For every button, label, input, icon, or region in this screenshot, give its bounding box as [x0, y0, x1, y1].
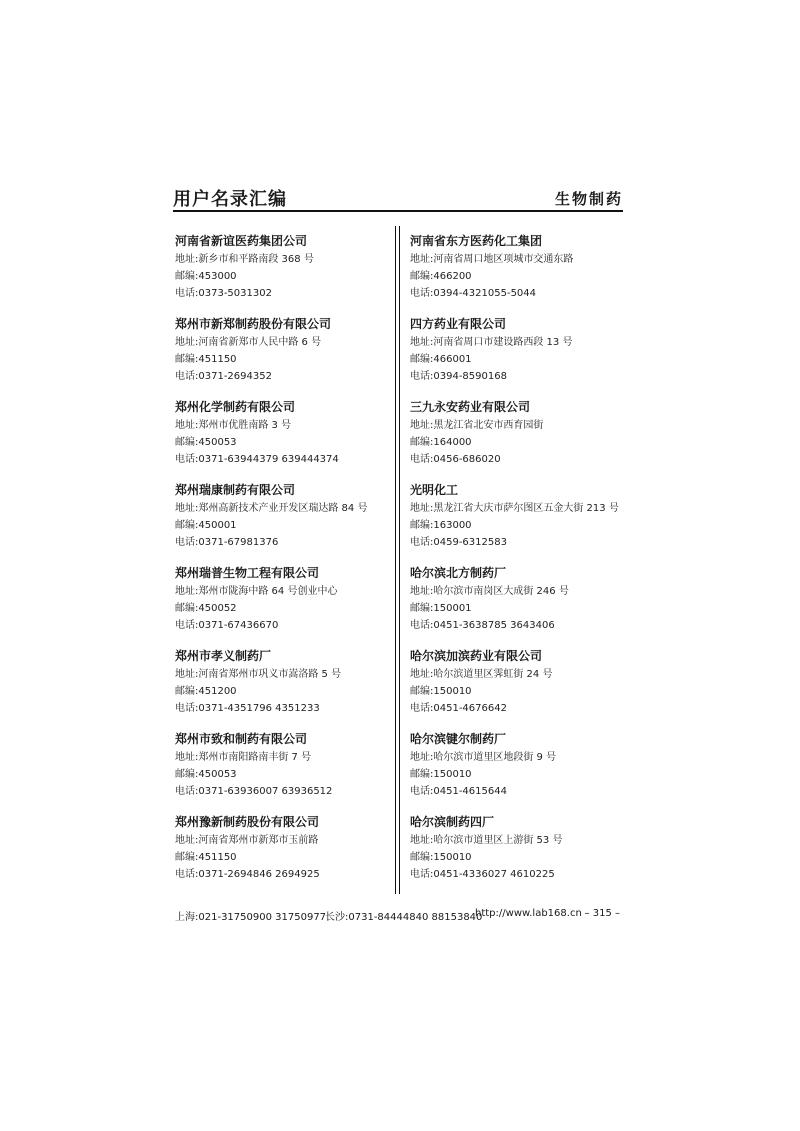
- company-address: 地址:新乡市和平路南段 368 号: [175, 254, 314, 265]
- company-entry: [175, 399, 380, 482]
- company-entry: [410, 814, 615, 897]
- company-name: 三九永安药业有限公司: [410, 400, 531, 414]
- company-address: 地址:河南省周口市建设路西段 13 号: [410, 337, 573, 348]
- company-phone: 电话:0371-2694352: [175, 371, 272, 382]
- company-name: 郑州市孝义制药厂: [175, 649, 272, 663]
- column-divider-line: [395, 226, 396, 894]
- page-title: 用户名录汇编: [173, 189, 287, 210]
- company-phone: 电话:0451-4676642: [410, 703, 507, 714]
- company-entry: [175, 731, 380, 814]
- right-column: [410, 233, 619, 897]
- company-phone: 电话:0456-686020: [410, 454, 501, 465]
- company-address: 地址:郑州市南阳路南丰街 7 号: [175, 752, 312, 763]
- column-divider-line: [399, 226, 400, 894]
- company-postcode: 邮编:163000: [410, 520, 472, 531]
- company-address: 地址:郑州高新技术产业开发区瑞达路 84 号: [175, 503, 368, 514]
- company-name: 河南省东方医药化工集团: [410, 234, 543, 248]
- company-entry: [410, 233, 615, 316]
- company-postcode: 邮编:150010: [410, 686, 472, 697]
- footer-changsha-contact: 长沙:0731-84444840 88153840: [325, 912, 483, 923]
- company-name: 郑州瑞康制药有限公司: [175, 483, 296, 497]
- company-phone: 电话:0451-3638785 3643406: [410, 620, 555, 631]
- page-number: – 315 –: [584, 908, 620, 919]
- company-postcode: 邮编:150010: [410, 852, 472, 863]
- company-postcode: 邮编:450053: [175, 437, 237, 448]
- company-phone: 电话:0371-67436670: [175, 620, 279, 631]
- company-address: 地址:黑龙江省大庆市萨尔图区五金大街 213 号: [410, 503, 619, 514]
- company-name: 郑州瑞普生物工程有限公司: [175, 566, 320, 580]
- company-address: 地址:哈尔滨市道里区地段街 9 号: [410, 752, 557, 763]
- section-label: 生物制药: [554, 190, 623, 208]
- company-entry: [410, 482, 619, 565]
- company-entry: [175, 814, 380, 897]
- company-entry: [175, 565, 380, 648]
- company-postcode: 邮编:450001: [175, 520, 237, 531]
- company-entry: [175, 482, 380, 565]
- company-phone: 电话:0373-5031302: [175, 288, 272, 299]
- company-phone: 电话:0371-67981376: [175, 537, 279, 548]
- company-entry: [410, 731, 615, 814]
- company-name: 郑州市新郑制药股份有限公司: [175, 317, 332, 331]
- company-phone: 电话:0371-4351796 4351233: [175, 703, 320, 714]
- company-postcode: 邮编:150010: [410, 769, 472, 780]
- company-postcode: 邮编:450053: [175, 769, 237, 780]
- company-name: 哈尔滨键尔制药厂: [410, 732, 507, 746]
- company-entry: [410, 565, 615, 648]
- company-entry: [410, 648, 615, 731]
- company-phone: 电话:0371-2694846 2694925: [175, 869, 320, 880]
- company-address: 地址:哈尔滨道里区霁虹街 24 号: [410, 669, 553, 680]
- company-address: 地址:哈尔滨市道里区上游街 53 号: [410, 835, 563, 846]
- company-entry: [410, 399, 615, 482]
- company-name: 郑州市致和制药有限公司: [175, 732, 308, 746]
- company-phone: 电话:0394-4321055-5044: [410, 288, 537, 299]
- company-name: 哈尔滨制药四厂: [410, 815, 495, 829]
- company-address: 地址:河南省郑州市巩义市嵩洛路 5 号: [175, 669, 342, 680]
- company-name: 郑州化学制药有限公司: [175, 400, 296, 414]
- company-phone: 电话:0459-6312583: [410, 537, 507, 548]
- company-address: 地址:哈尔滨市南岗区大成街 246 号: [410, 586, 569, 597]
- company-entry: [410, 316, 615, 399]
- company-postcode: 邮编:451150: [175, 852, 237, 863]
- company-name: 哈尔滨加滨药业有限公司: [410, 649, 543, 663]
- company-phone: 电话:0371-63936007 63936512: [175, 786, 333, 797]
- company-name: 四方药业有限公司: [410, 317, 507, 331]
- company-name: 光明化工: [410, 483, 459, 497]
- company-postcode: 邮编:451200: [175, 686, 237, 697]
- left-column: [175, 233, 380, 897]
- company-phone: 电话:0451-4336027 4610225: [410, 869, 555, 880]
- company-entry: [175, 233, 380, 316]
- company-name: 郑州豫新制药股份有限公司: [175, 815, 320, 829]
- company-address: 地址:郑州市陇海中路 64 号创业中心: [175, 586, 338, 597]
- company-postcode: 邮编:164000: [410, 437, 472, 448]
- company-postcode: 邮编:451150: [175, 354, 237, 365]
- company-address: 地址:河南省郑州市新郑市玉前路: [175, 835, 319, 846]
- company-postcode: 邮编:466200: [410, 271, 472, 282]
- company-phone: 电话:0394-8590168: [410, 371, 507, 382]
- company-postcode: 邮编:466001: [410, 354, 472, 365]
- company-postcode: 邮编:453000: [175, 271, 237, 282]
- company-postcode: 邮编:450052: [175, 603, 237, 614]
- footer-website-link[interactable]: http://www.lab168.cn: [475, 908, 582, 919]
- company-name: 哈尔滨北方制药厂: [410, 566, 507, 580]
- company-entry: [175, 316, 380, 399]
- company-phone: 电话:0371-63944379 639444374: [175, 454, 339, 465]
- company-address: 地址:河南省周口地区项城市交通东路: [410, 254, 574, 265]
- company-address: 地址:河南省新郑市人民中路 6 号: [175, 337, 322, 348]
- page-header: [173, 183, 623, 211]
- company-postcode: 邮编:150001: [410, 603, 472, 614]
- company-address: 地址:郑州市优胜南路 3 号: [175, 420, 292, 431]
- company-address: 地址:黑龙江省北安市西育园街: [410, 420, 544, 431]
- header-rule: [173, 210, 623, 212]
- company-phone: 电话:0451-4615644: [410, 786, 507, 797]
- company-entry: [175, 648, 380, 731]
- company-name: 河南省新谊医药集团公司: [175, 234, 308, 248]
- footer-shanghai-contact: 上海:021-31750900 31750977: [175, 912, 327, 923]
